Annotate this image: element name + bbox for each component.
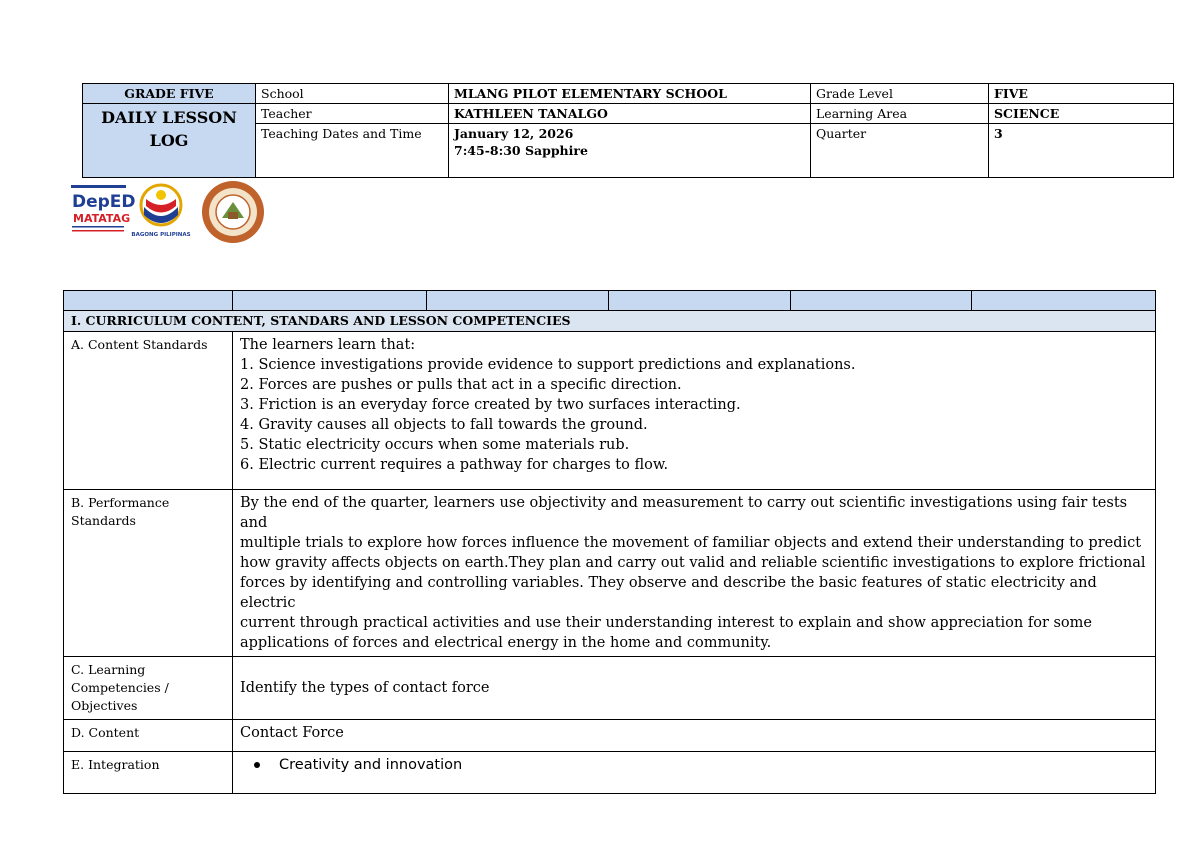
performance-text-line: current through practical activities and use their understanding interest to explain and show appreciation for some — [240, 615, 1092, 631]
content-standards-row — [64, 332, 1156, 490]
content-standard-item: 1. Science investigations provide evidence to support predictions and explanations. — [240, 357, 856, 373]
empty-header-cell — [233, 291, 427, 311]
integration-value — [233, 752, 1156, 794]
performance-standards-value — [233, 490, 1156, 657]
competencies-label-line: C. Learning — [71, 662, 146, 677]
section-heading-row — [64, 311, 1156, 332]
performance-text-line: forces by identifying and controlling variables. They observe and describe the basic features of static electricity and electric — [240, 575, 1097, 611]
performance-text-line: how gravity affects objects on earth.They plan and carry out valid and reliable scientific investigations to explore frictional — [240, 555, 1146, 571]
deped-matatag-logo — [70, 183, 136, 237]
school-label: School — [256, 84, 449, 104]
deped-text: DepED — [72, 192, 136, 212]
quarter-value: 3 — [989, 124, 1174, 178]
content-standard-item: 5. Static electricity occurs when some materials rub. — [240, 437, 630, 453]
date-value: January 12, 2026 — [454, 126, 574, 141]
grade-level-value: FIVE — [989, 84, 1174, 104]
school-seal-logo — [200, 180, 266, 244]
learning-area-label: Learning Area — [811, 104, 989, 124]
content-standards-label: A. Content Standards — [64, 332, 233, 490]
bagong-pilipinas-logo — [132, 181, 190, 239]
empty-header-cell — [791, 291, 972, 311]
grade-level-label: Grade Level — [811, 84, 989, 104]
integration-label: E. Integration — [64, 752, 233, 794]
performance-standards-label — [64, 490, 233, 657]
quarter-label: Quarter — [811, 124, 989, 178]
learning-competencies-row — [64, 657, 1156, 720]
empty-header-row — [64, 291, 1156, 311]
content-standard-item: 2. Forces are pushes or pulls that act in a specific direction. — [240, 377, 682, 393]
competencies-label-line: Objectives — [71, 698, 138, 713]
lesson-table — [63, 290, 1156, 794]
learning-area-value: SCIENCE — [989, 104, 1174, 124]
performance-label-line: B. Performance — [71, 495, 170, 510]
content-label: D. Content — [64, 720, 233, 752]
learning-competencies-label — [64, 657, 233, 720]
integration-list-item — [240, 755, 1148, 775]
performance-standards-row — [64, 490, 1156, 657]
performance-text-line: applications of forces and electrical energy in the home and community. — [240, 635, 772, 651]
time-value: 7:45-8:30 Sapphire — [454, 143, 588, 158]
section-heading: I. CURRICULUM CONTENT, STANDARS AND LESSON COMPETENCIES — [64, 311, 1156, 332]
content-standards-intro: The learners learn that: — [240, 337, 416, 353]
teaching-dates-label: Teaching Dates and Time — [256, 124, 449, 178]
header-row-school — [83, 84, 1174, 104]
empty-header-cell — [64, 291, 233, 311]
logos-row — [70, 181, 270, 243]
learning-competencies-value: Identify the types of contact force — [233, 657, 1156, 720]
teaching-dates-value — [449, 124, 811, 178]
integration-row — [64, 752, 1156, 794]
performance-text-line: By the end of the quarter, learners use objectivity and measurement to carry out scientific investigations using fair tests and — [240, 495, 1128, 531]
grade-five-label: GRADE FIVE — [83, 84, 256, 104]
content-standard-item: 4. Gravity causes all objects to fall towards the ground. — [240, 417, 648, 433]
empty-header-cell — [609, 291, 791, 311]
competencies-label-line: Competencies / — [71, 680, 169, 695]
daily-lesson-log-title — [83, 104, 256, 178]
empty-header-cell — [972, 291, 1156, 311]
empty-header-cell — [427, 291, 609, 311]
performance-text-line: multiple trials to explore how forces influence the movement of familiar objects and extend their understanding to predict — [240, 535, 1142, 551]
teacher-label: Teacher — [256, 104, 449, 124]
dll-title-text: DAILY LESSON LOG — [101, 108, 237, 150]
content-row — [64, 720, 1156, 752]
content-value: Contact Force — [233, 720, 1156, 752]
content-standards-value — [233, 332, 1156, 490]
content-standard-item: 3. Friction is an everyday force created by two surfaces interacting. — [240, 397, 741, 413]
school-value: MLANG PILOT ELEMENTARY SCHOOL — [449, 84, 811, 104]
bullet-icon — [254, 762, 260, 768]
bagong-pilipinas-text: BAGONG PILIPINAS — [131, 232, 191, 238]
performance-label-line: Standards — [71, 513, 136, 528]
header-table — [82, 83, 1174, 178]
teacher-value: KATHLEEN TANALGO — [449, 104, 811, 124]
content-standard-item: 6. Electric current requires a pathway for charges to flow. — [240, 457, 669, 473]
header-row-teacher — [83, 104, 1174, 124]
matatag-text: MATATAG — [73, 212, 131, 225]
integration-item-text: Creativity and innovation — [279, 757, 463, 773]
